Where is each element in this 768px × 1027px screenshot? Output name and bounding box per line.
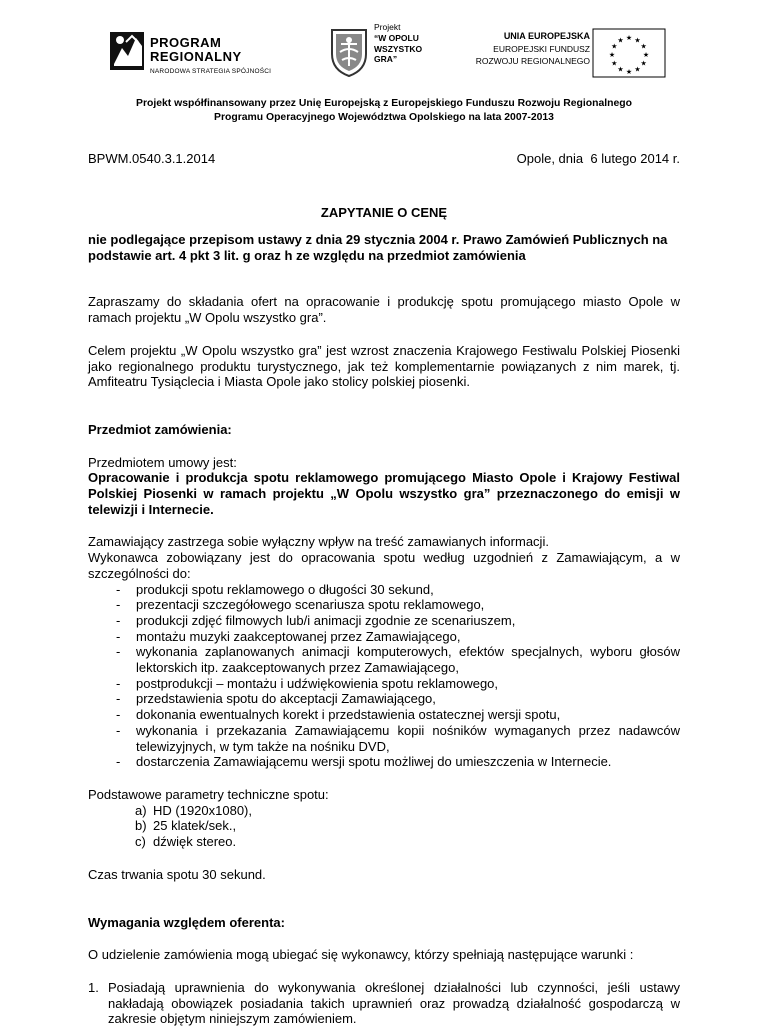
params-list	[88, 803, 680, 850]
params-intro: Podstawowe parametry techniczne spotu:	[88, 786, 329, 802]
list-item: - montażu muzyki zaakceptowanej przez Zamawiającego,	[116, 628, 461, 644]
svg-text:★: ★	[611, 59, 618, 68]
subject-heading: Przedmiot zamówienia:	[88, 421, 232, 437]
svg-text:★: ★	[617, 65, 624, 74]
duration-paragraph: Czas trwania spotu 30 sekund.	[88, 866, 266, 882]
eu-flag-icon	[592, 28, 666, 78]
cofinancing-line1: Projekt współfinansowany przez Unię Europejską z Europejskiego Funduszu Rozwoju Regionalnego	[136, 98, 632, 109]
obligation-paragraph: Wykonawca zobowiązany jest do opracowania spotu według uzgodnień z Zamawiającym, a w szczególności do:	[88, 550, 680, 581]
list-item: b) 25 klatek/sek.,	[135, 818, 237, 834]
svg-text:★: ★	[617, 36, 624, 45]
tasks-list	[88, 582, 680, 770]
cofinancing-note	[0, 97, 768, 124]
eu-line1: UNIA EUROPEJSKA	[503, 31, 590, 41]
requirements-heading: Wymagania względem oferenta:	[88, 914, 285, 930]
svg-text:★: ★	[611, 42, 618, 51]
document-date: Opole, dnia 6 lutego 2014 r.	[516, 151, 680, 166]
list-item: - prezentacji szczegółowego scenariusza spotu reklamowego,	[116, 597, 485, 613]
list-item: - wykonania i przekazania Zamawiającemu kopii nośników wymaganych przez nadawców telewizyjnych, w tym także na nośniku DVD,	[116, 722, 680, 754]
subject-description: Opracowanie i produkcja spotu reklamowego promującego Miasto Opole i Krajowy Festiwal Polskiej Piosenki w ramach projektu „W Opolu wszystko gra” przeznaczonego do emisji w telewizji i Internecie.	[88, 470, 680, 517]
cofinancing-line2: Programu Operacyjnego Województwa Opolskiego na lata 2007-2013	[214, 111, 554, 123]
svg-text:★: ★	[625, 68, 633, 76]
eu-line3: ROZWOJU REGIONALNEGO	[475, 56, 590, 66]
program-line1: PROGRAM	[150, 35, 222, 50]
list-item: - dokonania ewentualnych korekt i przedstawienia ostatecznej wersji spotu,	[116, 707, 561, 723]
opole-coat-of-arms-icon	[328, 26, 370, 78]
project-label: Projekt	[374, 22, 401, 32]
svg-text:★: ★	[634, 65, 641, 74]
document-subtitle: nie podlegające przepisom ustawy z dnia 29 stycznia 2004 r. Prawo Zamówień Publicznych na podstawie art. 4 pkt 3 lit. g oraz h ze względu na przedmiot zamówienia	[88, 232, 668, 263]
svg-text:★: ★	[634, 36, 641, 45]
list-item: a) HD (1920x1080),	[135, 802, 252, 818]
program-line2: REGIONALNY	[150, 49, 242, 64]
svg-text:★: ★	[640, 59, 647, 68]
list-item: - produkcji zdjęć filmowych lub/i animacji zgodnie ze scenariuszem,	[116, 612, 516, 628]
reference-number: BPWM.0540.3.1.2014	[88, 151, 216, 166]
subject-intro: Przedmiotem umowy jest:	[88, 454, 237, 470]
list-item: - produkcji spotu reklamowego o długości 30 sekund,	[116, 581, 434, 597]
program-regionalny-logo	[108, 28, 278, 84]
document-title: ZAPYTANIE O CENĘ	[320, 205, 448, 220]
logo-bar	[0, 18, 768, 88]
list-item: c) dźwięk stereo.	[135, 834, 237, 850]
invitation-paragraph: Zapraszamy do składania ofert na opracowanie i produkcję spotu promującego miasto Opole w ramach projektu „W Opolu wszystko gra”.	[88, 294, 680, 326]
w-opolu-project-logo	[328, 18, 438, 88]
svg-text:★: ★	[608, 51, 616, 59]
svg-text:★: ★	[642, 51, 650, 59]
requirements-intro: O udzielenie zamówienia mogą ubiegać się wykonawcy, którzy spełniają następujące warunki :	[88, 947, 634, 963]
svg-text:★: ★	[640, 42, 647, 51]
list-item: - postprodukcji – montażu i udźwiękowienia spotu reklamowego,	[116, 675, 499, 691]
list-item: - wykonania zaplanowanych animacji komputerowych, efektów specjalnych, wyboru głosów lektorskich itp. zaakceptowanych przez Zamawiającego,	[116, 644, 680, 676]
svg-text:★: ★	[625, 34, 633, 42]
list-item: - dostarczenia Zamawiającemu wersji spotu możliwej do umieszczenia w Internecie.	[116, 754, 612, 770]
program-regionalny-emblem-icon	[108, 28, 148, 74]
program-line3: NARODOWA STRATEGIA SPÓJNOŚCI	[150, 68, 272, 75]
list-item: - przedstawienia spotu do akceptacji Zamawiającego,	[116, 691, 436, 707]
goal-paragraph: Celem projektu „W Opolu wszystko gra” jest wzrost znaczenia Krajowego Festiwalu Polskiej Piosenki jako regionalnego produktu turystycznego, jak też komplementarnie powiązanych z nim marek, tj. Amfiteatru Tysiąclecia i Miasta Opole jako stolicy polskiej piosenki.	[88, 342, 680, 390]
project-name: “W OPOLU WSZYSTKO GRA”	[374, 33, 423, 64]
document-body	[88, 227, 680, 1027]
reservation-paragraph: Zamawiający zastrzega sobie wyłączny wpływ na treść zamawianych informacji.	[88, 534, 549, 550]
eu-logo	[458, 28, 688, 84]
eu-line2: EUROPEJSKI FUNDUSZ	[493, 44, 590, 54]
list-item: 1. Posiadają uprawnienia do wykonywania określonej działalności lub czynności, jeśli ustawy nakładają obowiązek posiadania takich uprawnień oraz prowadzą działalność gospodarczą w zakresie objętym niniejszym zamówieniem.	[88, 979, 680, 1027]
